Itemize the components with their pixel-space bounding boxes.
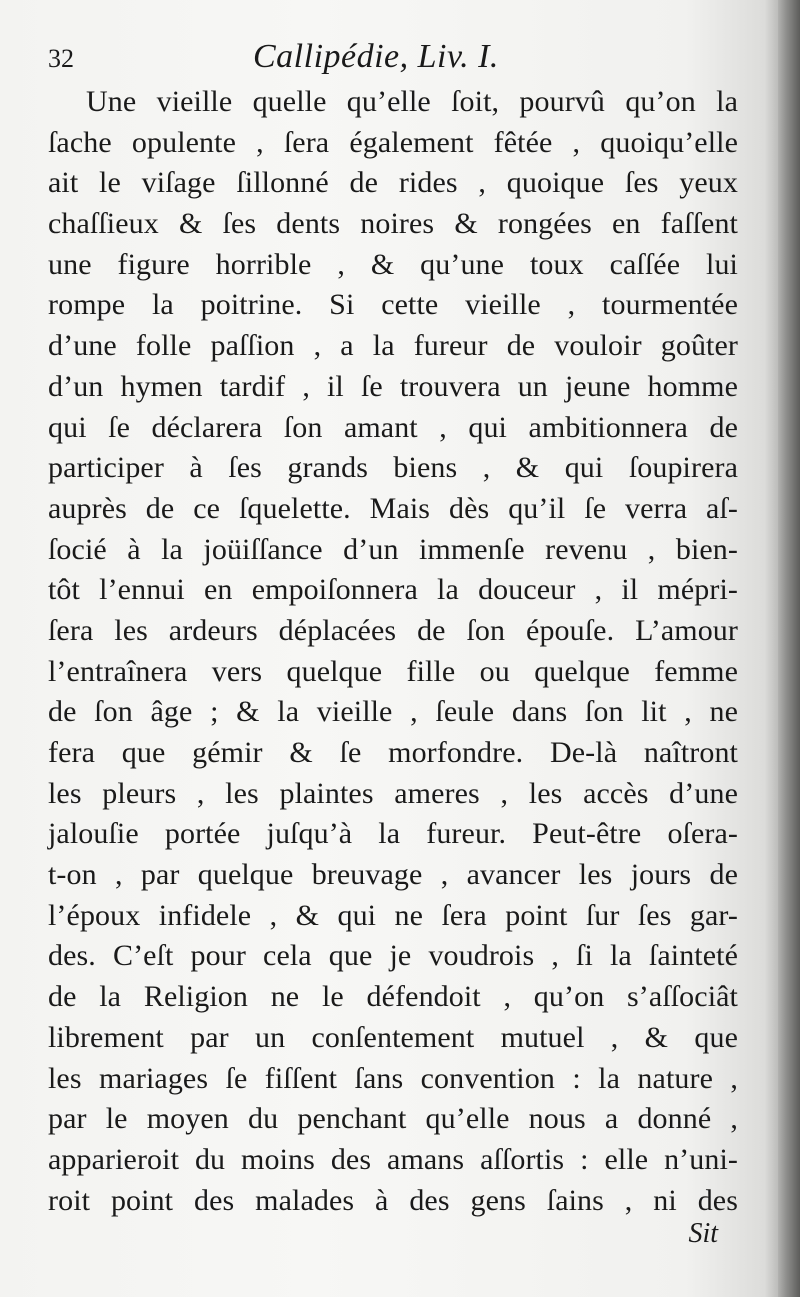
text-line: rompe la poitrine. Si cette vieille , tourmentée	[48, 288, 738, 322]
text-line: qui ſe déclarera ſon amant , qui ambitionnera de	[48, 410, 738, 444]
text-line: d’un hymen tardif , il ſe trouvera un jeune homme	[48, 369, 738, 403]
page-number: 32	[48, 44, 74, 73]
text-line: les mariages ſe fiſſent ſans convention : la nature ,	[48, 1061, 738, 1095]
page-binding-edge	[778, 0, 800, 1297]
text-line: Une vieille quelle qu’elle ſoit, pourvû qu’on la	[86, 85, 738, 118]
text-line: ſocié à la joüiſſance d’un immenſe revenu , bien-	[48, 532, 738, 566]
text-line: participer à ſes grands biens , & qui ſoupirera	[48, 451, 738, 485]
text-line: ait le viſage ſillonné de rides , quoique ſes yeux	[48, 166, 738, 200]
text-line: l’entraînera vers quelque fille ou quelque femme	[48, 654, 738, 688]
running-title: Callipédie, Liv. I.	[253, 38, 499, 75]
text-line: auprès de ce ſquelette. Mais dès qu’il ſe verra aſ-	[48, 491, 738, 525]
text-line: t-on , par quelque breuvage , avancer les jours de	[48, 858, 738, 892]
text-line: une figure horrible , & qu’une toux caſſée lui	[48, 247, 738, 281]
page-header	[48, 38, 738, 80]
catchword: Sit	[688, 1218, 718, 1249]
text-line: librement par un conſentement mutuel , & que	[48, 1020, 738, 1054]
text-line: jalouſie portée juſqu’à la fureur. Peut-être oſera-	[48, 817, 738, 851]
text-line: les pleurs , les plaintes ameres , les accès d’une	[48, 776, 738, 810]
text-line: par le moyen du penchant qu’elle nous a donné ,	[48, 1102, 738, 1136]
text-line: fera que gémir & ſe morfondre. De-là naîtront	[48, 736, 738, 769]
text-line: de la Religion ne le défendoit , qu’on s’aſſociât	[48, 980, 738, 1014]
text-line: l’époux infidele , & qui ne ſera point ſur ſes gar-	[48, 898, 738, 932]
text-line: des. C’eſt pour cela que je voudrois , ſi la ſainteté	[48, 939, 738, 973]
text-line: de ſon âge ; & la vieille , ſeule dans ſon lit , ne	[48, 695, 738, 729]
text-line: ſache opulente , ſera également fêtée , quoiqu’elle	[48, 125, 738, 159]
text-line: chaſſieux & ſes dents noires & rongées en faſſent	[48, 207, 738, 241]
text-line: tôt l’ennui en empoiſonnera la douceur , il mépri-	[48, 573, 738, 607]
text-line: apparieroit du moins des amans aſſortis : elle n’uni-	[48, 1142, 738, 1176]
text-line: ſera les ardeurs déplacées de ſon épouſe. L’amour	[48, 613, 738, 647]
text-line: roit point des malades à des gens ſains , ni des	[48, 1183, 738, 1217]
text-line: d’une folle paſſion , a la fureur de vouloir goûter	[48, 329, 738, 363]
body-text	[48, 82, 738, 1221]
